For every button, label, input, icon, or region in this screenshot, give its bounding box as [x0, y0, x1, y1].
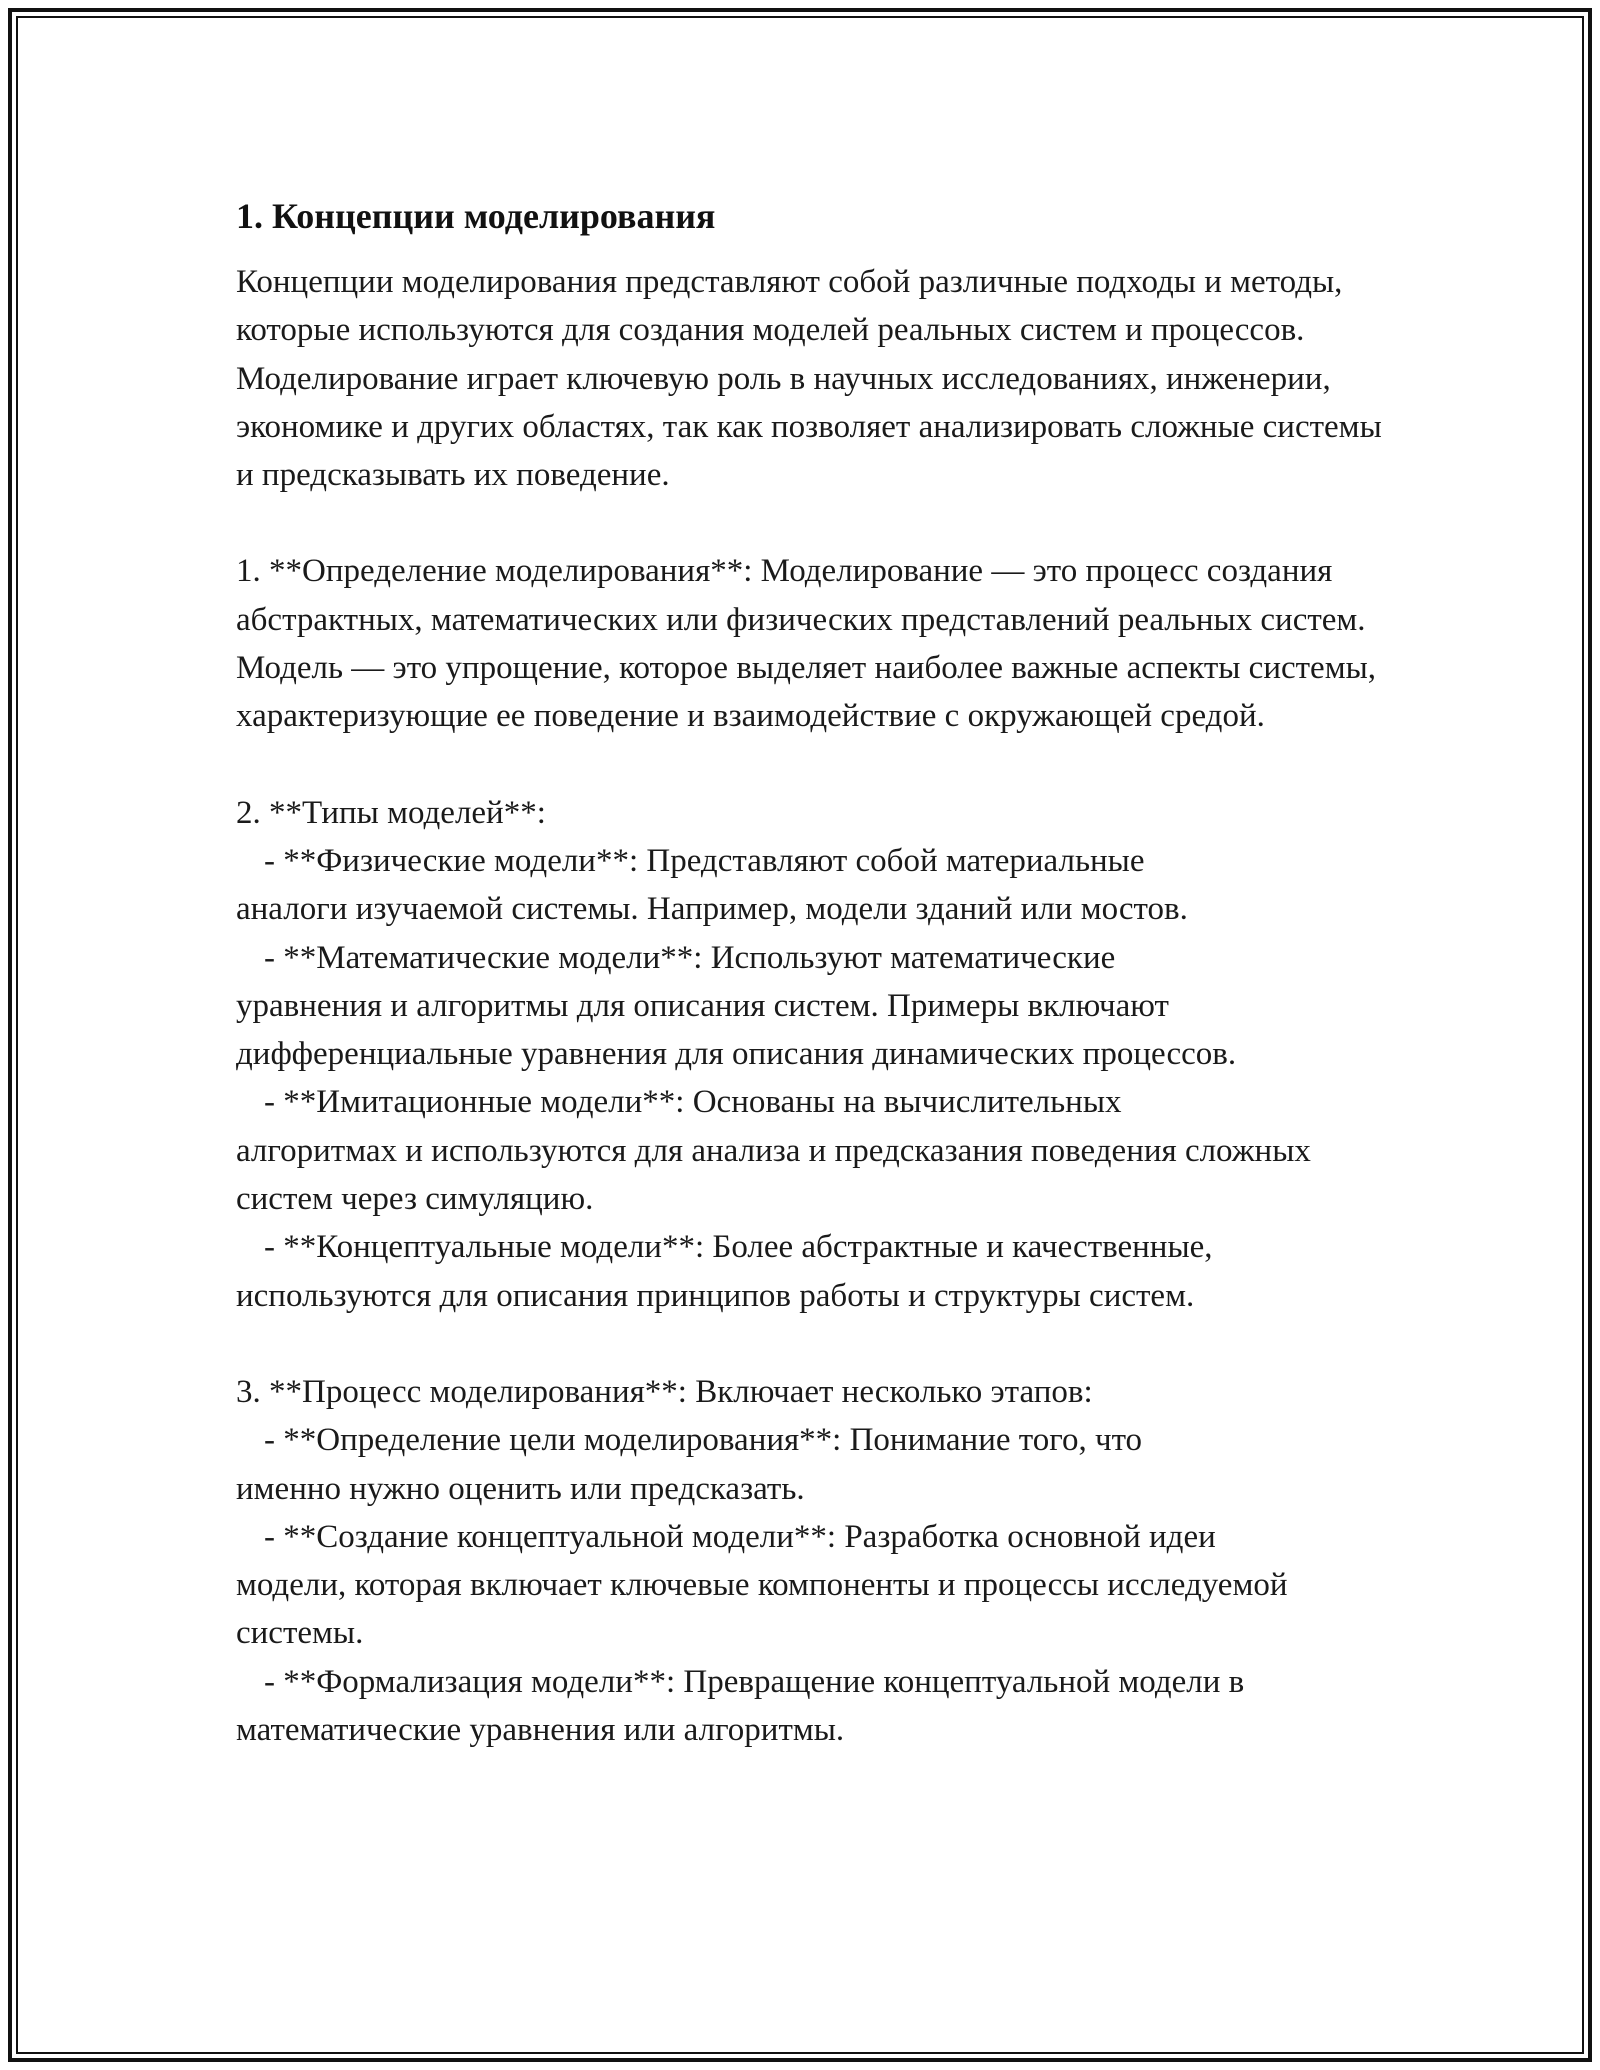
list-item-simulation-models-cont: алгоритмах и используются для анализа и предсказания поведения сложных систем через симуляцию.: [236, 1132, 1311, 1218]
list-item-conceptual-models-cont: используются для описания принципов работы и структуры систем.: [236, 1277, 1195, 1314]
list-item-physical-models: - **Физические модели**: Представляют собой материальные: [264, 842, 1145, 879]
list-item-math-models: - **Математические модели**: Используют математические: [264, 939, 1116, 976]
document-title: 1. Концепции моделирования: [236, 196, 716, 236]
list-item-conceptual-model-creation-cont: модели, которая включает ключевые компоненты и процессы исследуемой системы.: [236, 1567, 1288, 1652]
section-2: [236, 789, 1396, 1320]
list-item-conceptual-models: - **Концептуальные модели**: Более абстрактные и качественные,: [264, 1229, 1213, 1266]
list-item-goal-definition-cont: именно нужно оценить или предсказать.: [236, 1470, 805, 1507]
section-3-heading: 3. **Процесс моделирования**: Включает несколько этапов:: [236, 1373, 1093, 1410]
section-1-paragraph: 1. **Определение моделирования**: Моделирование — это процесс создания абстрактных, математических или физических представлений реальных систем. Модель — это упрощение, которое выделяет наиболее важные аспекты системы, характеризующие ее поведение и взаимодействие с окружающей средой.: [236, 553, 1376, 735]
list-item-math-models-cont: уравнения и алгоритмы для описания систем. Примеры включают дифференциальные уравнения для описания динамических процессов.: [236, 987, 1237, 1073]
document-body: [236, 188, 1396, 1754]
list-item-conceptual-model-creation: - **Создание концептуальной модели**: Разработка основной идеи: [264, 1518, 1216, 1555]
list-item-physical-models-cont: аналоги изучаемой системы. Например, модели зданий или мостов.: [236, 891, 1188, 928]
list-item-simulation-models: - **Имитационные модели**: Основаны на вычислительных: [264, 1084, 1122, 1121]
section-2-heading: 2. **Типы моделей**:: [236, 794, 546, 831]
list-item-goal-definition: - **Определение цели моделирования**: Понимание того, что: [264, 1422, 1143, 1459]
intro-paragraph: Концепции моделирования представляют собой различные подходы и методы, которые используются для создания моделей реальных систем и процессов. Моделирование играет ключевую роль в научных исследованиях, инженерии, экономике и других областях, так как позволяет анализировать сложные системы и предсказывать их поведение.: [236, 264, 1382, 494]
list-item-model-formalization-cont: математические уравнения или алгоритмы.: [236, 1712, 845, 1749]
section-3: [236, 1368, 1396, 1754]
list-item-model-formalization: - **Формализация модели**: Превращение концептуальной модели в: [264, 1663, 1245, 1700]
